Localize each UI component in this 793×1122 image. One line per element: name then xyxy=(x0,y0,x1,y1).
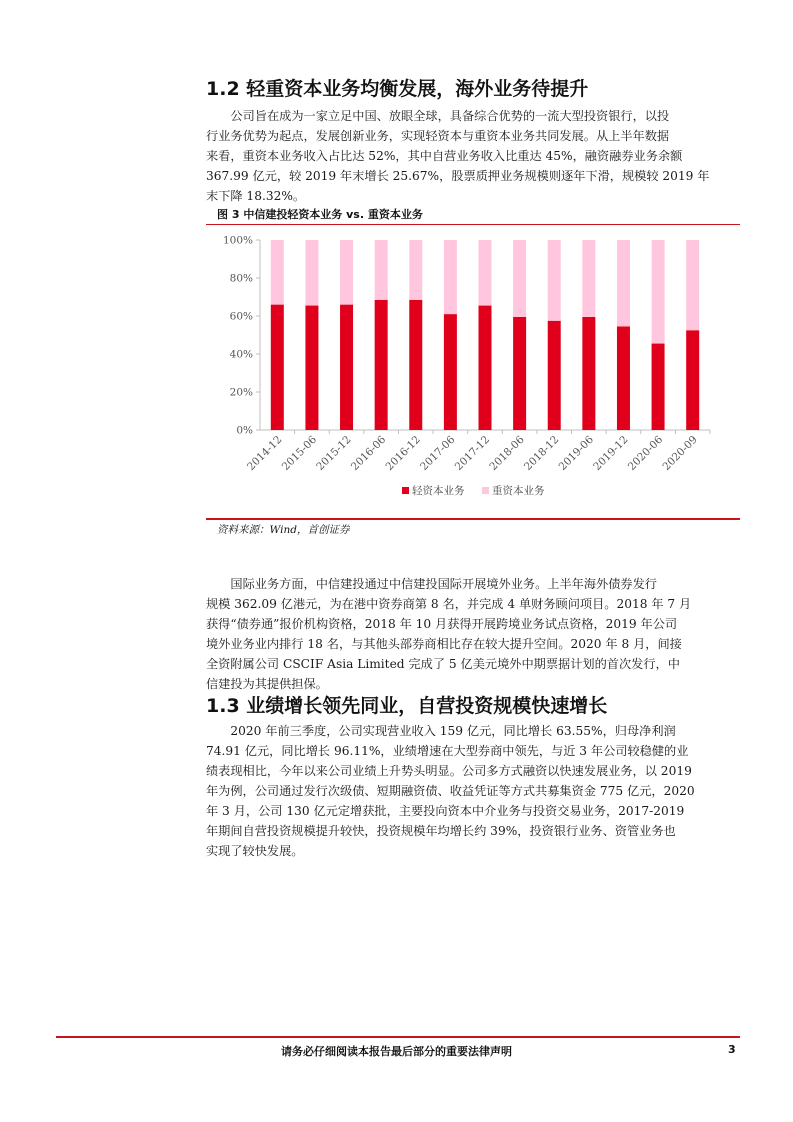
paragraph-line: 74.91 亿元，同比增长 96.11%，业绩增速在大型券商中领先，与近 3 年公司较稳健的业 xyxy=(206,744,689,758)
y-tick-label: 60% xyxy=(229,310,253,323)
bar-light-capital xyxy=(409,300,422,430)
x-tick-label: 2018-12 xyxy=(522,433,562,473)
bar-light-capital xyxy=(686,330,699,430)
x-tick-label: 2016-06 xyxy=(348,433,389,473)
bar-heavy-capital xyxy=(686,240,699,330)
bar-light-capital xyxy=(444,314,457,430)
paragraph-line: 实现了较快发展。 xyxy=(206,844,304,858)
legend-label: 轻资本业务 xyxy=(412,485,465,497)
bar-heavy-capital xyxy=(479,240,492,306)
figure-source: 资料来源：Wind，首创证券 xyxy=(217,524,350,536)
x-tick-label: 2015-12 xyxy=(314,433,354,473)
x-tick-label: 2020-09 xyxy=(660,433,700,473)
bar-light-capital xyxy=(271,305,284,430)
y-tick-label: 0% xyxy=(236,424,253,437)
bar-heavy-capital xyxy=(305,240,318,306)
x-tick-label: 2017-12 xyxy=(452,433,493,473)
x-tick-label: 2020-06 xyxy=(625,433,666,473)
page-number: 3 xyxy=(728,1043,736,1056)
footer-disclaimer: 请务必仔细阅读本报告最后部分的重要法律声明 xyxy=(281,1045,512,1058)
x-tick-label: 2019-12 xyxy=(591,433,631,473)
bar-light-capital xyxy=(375,300,388,430)
bar-heavy-capital xyxy=(409,240,422,300)
paragraph-line: 获得“债券通”报价机构资格，2018 年 10 月获得开展跨境业务试点资格，2019 年公司 xyxy=(206,617,678,631)
bar-light-capital xyxy=(479,306,492,430)
x-tick-label: 2017-06 xyxy=(418,433,458,473)
bar-heavy-capital xyxy=(548,240,561,321)
y-tick-label: 20% xyxy=(229,386,253,399)
paragraph-line: 规模 362.09 亿港元，为在港中资券商第 8 名，并完成 4 单财务顾问项目。2018 年 7 月 xyxy=(206,597,692,611)
bar-heavy-capital xyxy=(340,240,353,305)
paragraph-line: 绩表现相比，今年以来公司业绩上升势头明显。公司多方式融资以快速发展业务，以 2019 xyxy=(206,764,692,778)
bar-light-capital xyxy=(652,344,665,430)
footer-rule-red xyxy=(56,1036,740,1038)
paragraph-performance xyxy=(206,721,740,861)
paragraph-line: 国际业务方面，中信建投通过中信建投国际开展境外业务。上半年海外债券发行 xyxy=(230,577,657,591)
paragraph-line: 年 3 月，公司 130 亿元定增获批，主要投向资本中介业务与投资交易业务，2017-2019 xyxy=(206,804,685,818)
bar-heavy-capital xyxy=(271,240,284,305)
figure-title: 图 3 中信建投轻资本业务 vs. 重资本业务 xyxy=(217,208,423,221)
legend-swatch xyxy=(402,487,409,494)
paragraph-line: 来看，重资本业务收入占比达 52%，其中自营业务收入比重达 45%，融资融券业务余额 xyxy=(206,149,683,163)
paragraph-line: 2020 年前三季度，公司实现营业收入 159 亿元，同比增长 63.55%，归母净利润 xyxy=(230,724,676,738)
figure-bottom-rule xyxy=(206,518,740,520)
legend-label: 重资本业务 xyxy=(492,485,545,497)
x-tick-label: 2019-06 xyxy=(556,433,596,473)
paragraph-business-structure xyxy=(206,106,740,206)
stacked-bar-chart xyxy=(206,226,740,516)
bar-heavy-capital xyxy=(652,240,665,344)
bar-heavy-capital xyxy=(513,240,526,317)
section-heading-1-3: 1.3 业绩增长领先同业，自营投资规模快速增长 xyxy=(206,695,608,717)
paragraph-line: 境外业务业内排行 18 名，与其他头部券商相比存在较大提升空间。2020 年 8 月，间接 xyxy=(206,637,682,651)
bar-light-capital xyxy=(340,305,353,430)
bar-heavy-capital xyxy=(375,240,388,300)
x-tick-label: 2014-12 xyxy=(245,433,285,473)
y-tick-label: 80% xyxy=(229,272,253,285)
paragraph-international-business xyxy=(206,574,740,694)
paragraph-line: 年期间自营投资规模提升较快，投资规模年均增长约 39%，投资银行业务、资管业务也 xyxy=(206,824,676,838)
paragraph-line: 全资附属公司 CSCIF Asia Limited 完成了 5 亿美元境外中期票据计划的首次发行，中 xyxy=(206,657,680,671)
figure-top-rule xyxy=(206,224,740,225)
section-heading-1-2: 1.2 轻重资本业务均衡发展，海外业务待提升 xyxy=(206,78,589,100)
bar-light-capital xyxy=(582,317,595,430)
paragraph-line: 年为例，公司通过发行次级债、短期融资债、收益凭证等方式共募集资金 775 亿元，2020 xyxy=(206,784,695,798)
paragraph-line: 信建投为其提供担保。 xyxy=(206,677,328,691)
paragraph-line: 367.99 亿元，较 2019 年末增长 25.67%，股票质押业务规模则逐年下滑，规模较 2019 年 xyxy=(206,169,710,183)
legend-swatch xyxy=(482,487,489,494)
bar-light-capital xyxy=(513,317,526,430)
x-tick-label: 2018-06 xyxy=(487,433,527,473)
bar-light-capital xyxy=(548,321,561,430)
x-tick-label: 2015-06 xyxy=(279,433,320,473)
bar-heavy-capital xyxy=(582,240,595,317)
paragraph-line: 公司旨在成为一家立足中国、放眼全球，具备综合优势的一流大型投资银行，以投 xyxy=(230,109,670,123)
y-tick-label: 100% xyxy=(222,234,253,247)
bar-heavy-capital xyxy=(444,240,457,314)
bar-light-capital xyxy=(617,326,630,430)
bar-light-capital xyxy=(305,306,318,430)
paragraph-line: 行业务优势为起点，发展创新业务，实现轻资本与重资本业务共同发展。从上半年数据 xyxy=(206,129,670,143)
bar-heavy-capital xyxy=(617,240,630,326)
x-tick-label: 2016-12 xyxy=(383,433,423,473)
y-tick-label: 40% xyxy=(229,348,253,361)
paragraph-line: 末下降 18.32%。 xyxy=(206,189,306,203)
